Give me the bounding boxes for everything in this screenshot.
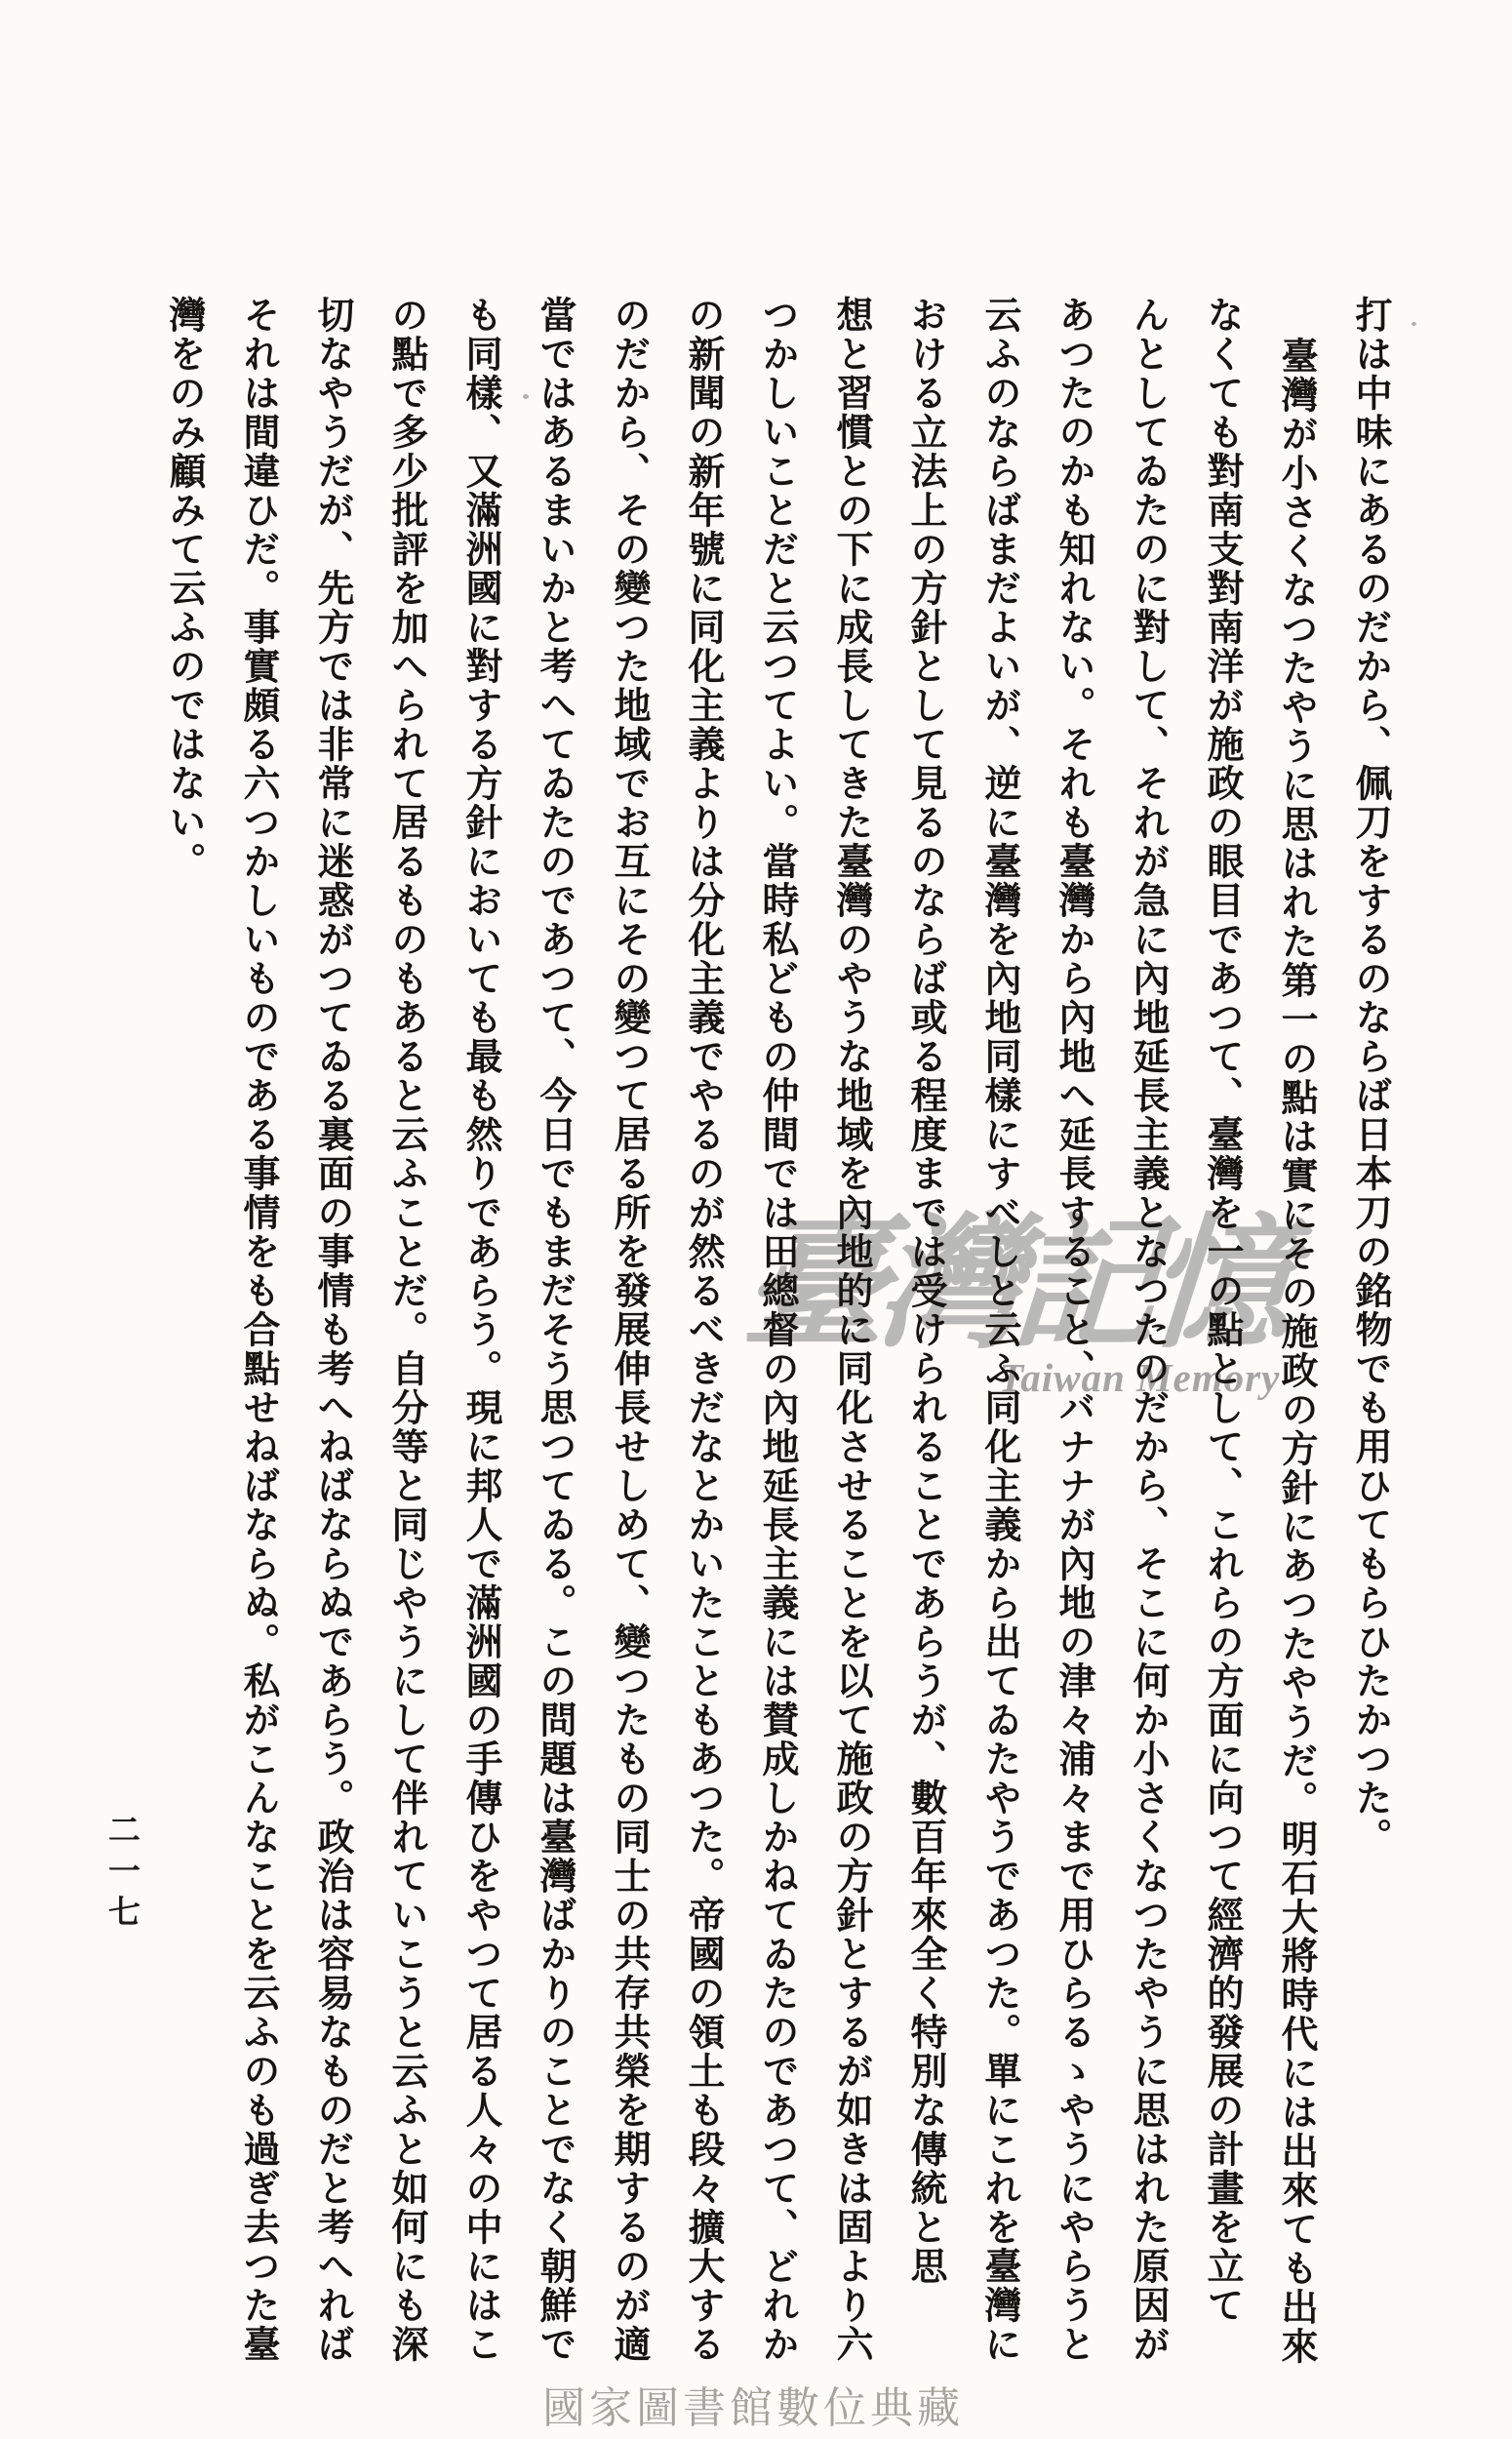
text-line: 云ふのならばまだよいが、逆に臺灣を內地同樣にすべしと云ふ同化主義から出てゐたやうであつた。單にこれを臺灣に [978,296,1019,2364]
text-line: のだから、その變つた地域でお互にその變つて居る所を發展伸長せしめて、變つたもの同士の共存共榮を期するのが適 [608,296,649,2364]
scan-speck [523,394,529,399]
text-line: 打は中味にあるのだから、佩刀をするのならば日本刀の銘物でも用ひてもらひたかつた。 [1349,296,1390,1857]
scan-speck [1412,322,1416,326]
text-line: んとしてゐたのに對して、それが急に內地延長主義となつたのだから、そこに何か小さくなつたやうに思はれた原因が [1127,296,1168,2364]
footer-archive-label: 國家圖書館數位典藏 [542,2384,964,2432]
text-line: の點で多少批評を加へられて居るものもあると云ふことだ。自分等と同じやうにして伴れていこうと云ふと如何にも深 [385,296,426,2364]
text-line: それは間違ひだ。事實頗る六つかしいものである事情をも合點せねばならぬ。私がこんなことを云ふのも過ぎ去つた臺 [237,296,278,2364]
text-line: 灣をのみ顧みて云ふのではない。 [163,296,204,881]
text-line: の新聞の新年號に同化主義よりは分化主義でやるのが然るべきだなとかいたこともあつた。帝國の領土も段々擴大する [682,296,723,2364]
text-line: 切なやうだが、先方では非常に迷惑がつてゐる裏面の事情も考へねばならぬであらう。政治は容易なものだと考へれば [311,296,352,2364]
watermark-latin-text: Taiwan Memory [999,1355,1281,1400]
text-line: おける立法上の方針として見るのならば或る程度までは受けられることであらうが、數百年來全く特別な傳統と思 [904,296,945,2286]
text-line: 想と習慣との下に成長してきた臺灣のやうな地域を內地的に同化させることを以て施政の方針とするが如きは固より六 [830,296,871,2364]
text-line: 當ではあるまいかと考へてゐたのであつて、今日でもまだそう思つてゐる。この問題は臺灣ばかりのことでなく朝鮮で [534,296,575,2364]
text-line: つかしいことだと云つてよい。當時私どもの仲間では田總督の內地延長主義には賛成しかねてゐたのであつて、どれか [756,296,797,2364]
page-number: 二一七 [103,1813,139,1936]
watermark-cjk-text: 臺灣記憶 [737,1206,1288,1366]
text-line: あつたのかも知れない。それも臺灣から內地へ延長すること、バナナが內地の津々浦々まで用ひらるゝやうにやらうと [1053,296,1094,2364]
text-line: も同樣、又滿洲國に對する方針においても最も然りであらう。現に邦人で滿洲國の手傳ひをやつて居る人々の中にはこ [459,296,500,2364]
text-line: なくても對南支對南洋が施政の眼目であつて、臺灣を一の點として、これらの方面に向つて經濟的發展の計畫を立て [1201,296,1242,2325]
text-line: 臺灣が小さくなつたやうに思はれた第一の點は實にその施政の方針にあつたやうだ。明石大將時代には出來ても出來 [1275,337,1316,2366]
